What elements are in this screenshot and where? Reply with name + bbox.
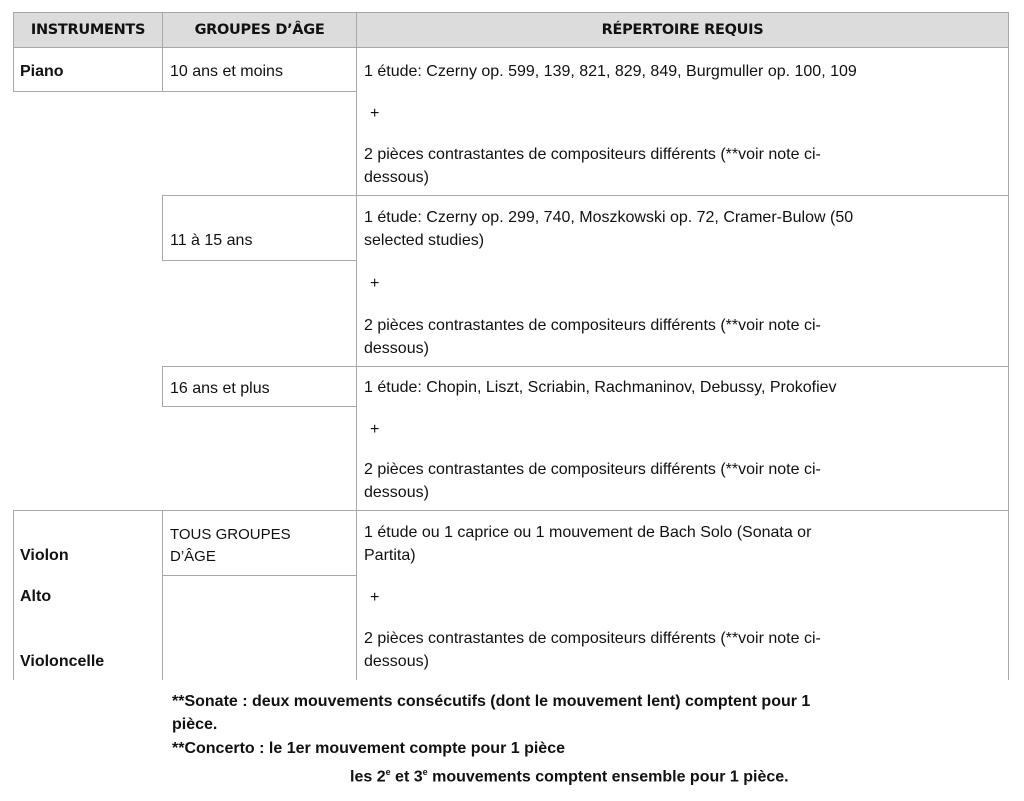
repertoire-line: 2 pièces contrastantes de compositeurs différents (**voir note ci- bbox=[364, 630, 821, 647]
repertoire-line: 1 étude ou 1 caprice ou 1 mouvement de Bach Solo (Sonata or bbox=[364, 524, 812, 541]
repertoire-line: 2 pièces contrastantes de compositeurs différents (**voir note ci- bbox=[364, 146, 821, 163]
repertoire-line: 1 étude: Czerny op. 599, 139, 821, 829, 849, Burgmuller op. 100, 109 bbox=[364, 63, 857, 80]
cell-border bbox=[1008, 47, 1009, 680]
cell-border bbox=[162, 260, 357, 261]
cell-border bbox=[13, 510, 1009, 511]
cell-border bbox=[13, 91, 357, 92]
repertoire-line: dessous) bbox=[364, 340, 429, 357]
repertoire-line: dessous) bbox=[364, 169, 429, 186]
age-group: TOUS GROUPES bbox=[170, 526, 291, 543]
superscript: e bbox=[385, 767, 391, 777]
instrument-violon: Violon bbox=[20, 547, 69, 564]
header-label: INSTRUMENTS bbox=[30, 22, 146, 38]
age-group: 11 à 15 ans bbox=[170, 232, 253, 249]
age-group: 10 ans et moins bbox=[170, 63, 283, 80]
cell-border bbox=[162, 366, 163, 407]
superscript: e bbox=[422, 767, 428, 777]
repertoire-line: dessous) bbox=[364, 653, 429, 670]
repertoire-line: 1 étude: Czerny op. 299, 740, Moszkowski op. 72, Cramer-Bulow (50 bbox=[364, 209, 854, 226]
note-sonate-cont: pièce. bbox=[172, 716, 218, 733]
cell-border bbox=[162, 406, 357, 407]
cell-border bbox=[162, 575, 357, 576]
cell-border bbox=[13, 47, 14, 92]
repertoire-line: selected studies) bbox=[364, 232, 485, 249]
age-group: 16 ans et plus bbox=[170, 380, 270, 397]
header-label: GROUPES D’ÂGE bbox=[194, 22, 325, 38]
age-group: D’ÂGE bbox=[170, 548, 216, 565]
cell-border bbox=[162, 195, 1009, 196]
header-age-groups bbox=[162, 12, 357, 48]
cell-border bbox=[162, 47, 163, 92]
repertoire-plus: + bbox=[370, 421, 380, 438]
note-concerto: **Concerto : le 1er mouvement compte pour 1 pièce bbox=[172, 740, 565, 757]
note-concerto-cont bbox=[350, 761, 789, 788]
note-text: mouvements comptent ensemble pour 1 pièce. bbox=[427, 768, 789, 786]
repertoire-line: 2 pièces contrastantes de compositeurs différents (**voir note ci- bbox=[364, 461, 821, 478]
instrument-violoncelle: Violoncelle bbox=[20, 653, 105, 670]
repertoire-line: 2 pièces contrastantes de compositeurs différents (**voir note ci- bbox=[364, 317, 821, 334]
repertoire-line: dessous) bbox=[364, 484, 429, 501]
repertoire-plus: + bbox=[370, 589, 380, 606]
header-instruments bbox=[13, 12, 163, 48]
cell-border bbox=[162, 195, 163, 261]
note-sonate: **Sonate : deux mouvements consécutifs (dont le mouvement lent) comptent pour 1 bbox=[172, 693, 811, 710]
cell-border bbox=[162, 366, 1009, 367]
cell-border bbox=[13, 510, 14, 680]
instrument-alto: Alto bbox=[20, 588, 52, 605]
header-label: RÉPERTOIRE REQUIS bbox=[601, 22, 764, 38]
note-text: les 2 bbox=[350, 768, 386, 786]
cell-border bbox=[162, 510, 163, 680]
repertoire-plus: + bbox=[370, 105, 380, 122]
repertoire-line: Partita) bbox=[364, 547, 416, 564]
header-repertoire bbox=[356, 12, 1009, 48]
note-text: et 3 bbox=[390, 768, 423, 786]
repertoire-plus: + bbox=[370, 275, 380, 292]
instrument-piano: Piano bbox=[20, 63, 64, 80]
repertoire-line: 1 étude: Chopin, Liszt, Scriabin, Rachmaninov, Debussy, Prokofiev bbox=[364, 379, 837, 396]
cell-border bbox=[356, 47, 357, 680]
